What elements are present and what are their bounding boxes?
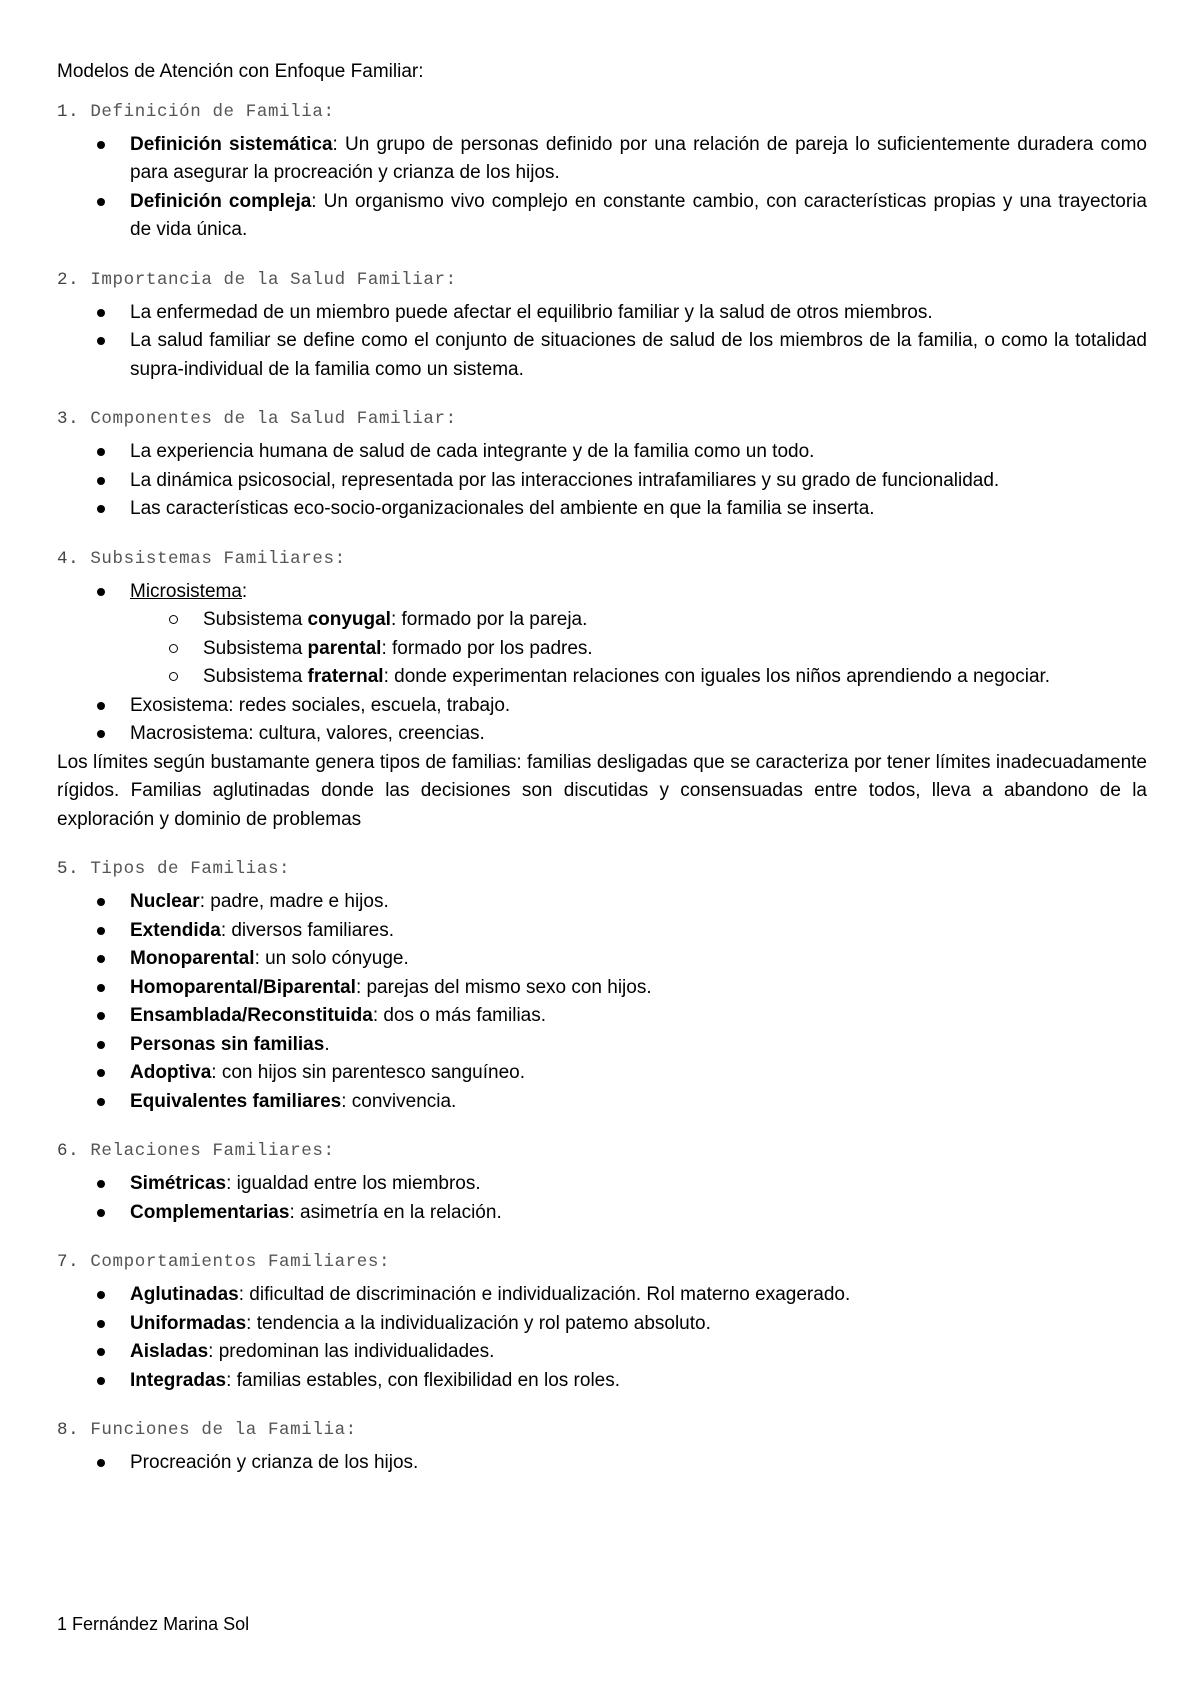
description: : familias estables, con flexibilidad en los roles. bbox=[226, 1369, 621, 1391]
microsistema-label: Microsistema bbox=[130, 580, 242, 602]
bullet-list bbox=[57, 888, 1147, 1116]
section-heading bbox=[57, 97, 1147, 127]
list-item bbox=[130, 888, 1147, 917]
list-item: La salud familiar se define como el conjunto de situaciones de salud de los miembros de la familia, o como la totalidad supra-individual de la familia como un sistema. bbox=[130, 327, 1147, 384]
list-item: Las características eco-socio-organizacionales del ambiente en que la familia se inserta. bbox=[130, 495, 1147, 524]
document-body bbox=[57, 58, 1147, 1498]
sub-list bbox=[130, 606, 1147, 692]
colon: : bbox=[241, 580, 248, 602]
section-heading bbox=[57, 1415, 1147, 1445]
section-heading bbox=[57, 265, 1147, 295]
sub-list-item bbox=[203, 606, 1147, 635]
section-number: 3. bbox=[57, 409, 80, 429]
term: Equivalentes familiares bbox=[130, 1090, 342, 1112]
bullet-list bbox=[57, 578, 1147, 749]
description: : igualdad entre los miembros. bbox=[226, 1173, 481, 1194]
section-title: Relaciones Familiares: bbox=[90, 1141, 335, 1161]
list-item bbox=[130, 1199, 1147, 1228]
section-title: Funciones de la Familia: bbox=[90, 1420, 357, 1440]
term: fraternal bbox=[307, 666, 384, 687]
section-title: Subsistemas Familiares: bbox=[90, 548, 346, 569]
prefix: Subsistema bbox=[203, 609, 308, 630]
section-title: Componentes de la Salud Familiar: bbox=[90, 409, 457, 429]
section-importancia-salud bbox=[57, 265, 1147, 385]
description: : tendencia a la individualización y rol patemo absoluto. bbox=[246, 1312, 711, 1334]
list-item: La enfermedad de un miembro puede afectar el equilibrio familiar y la salud de otros miembros. bbox=[130, 299, 1147, 328]
section-number: 8. bbox=[57, 1420, 80, 1440]
section-title: Definición de Familia: bbox=[90, 101, 335, 122]
section-title: Tipos de Familias: bbox=[90, 859, 291, 879]
section-funciones bbox=[57, 1415, 1147, 1478]
description: : predominan las individualidades. bbox=[208, 1341, 495, 1362]
description: : Un grupo de personas definido por una relación de pareja lo suficientemente duradera como para asegurar la procreación y crianza de los hijos. bbox=[130, 133, 1148, 183]
description: : formado por los padres. bbox=[381, 637, 593, 659]
list-item: Procreación y crianza de los hijos. bbox=[130, 1449, 1147, 1478]
term: Complementarias bbox=[130, 1201, 290, 1223]
list-item bbox=[130, 945, 1147, 974]
description: : parejas del mismo sexo con hijos. bbox=[355, 976, 652, 998]
section-number: 5. bbox=[57, 859, 80, 879]
prefix: Subsistema bbox=[203, 666, 308, 687]
description: : diversos familiares. bbox=[220, 919, 394, 941]
bullet-list bbox=[57, 1281, 1147, 1395]
bullet-list bbox=[57, 299, 1147, 385]
list-item bbox=[130, 1059, 1147, 1088]
term: Aglutinadas bbox=[130, 1284, 239, 1305]
section-subsistemas bbox=[57, 544, 1147, 835]
list-item: Exosistema: redes sociales, escuela, trabajo. bbox=[130, 692, 1147, 721]
description: : convivencia. bbox=[341, 1090, 457, 1112]
description: : padre, madre e hijos. bbox=[199, 891, 389, 912]
list-item: Macrosistema: cultura, valores, creencias. bbox=[130, 720, 1147, 749]
description: : dos o más familias. bbox=[372, 1005, 547, 1026]
section-heading bbox=[57, 1136, 1147, 1166]
list-item bbox=[130, 1002, 1147, 1031]
section-title: Importancia de la Salud Familiar: bbox=[90, 269, 457, 290]
list-item bbox=[130, 131, 1147, 188]
bullet-list bbox=[57, 1449, 1147, 1478]
section-number: 6. bbox=[57, 1141, 80, 1161]
section-definicion-familia bbox=[57, 97, 1147, 245]
list-item bbox=[130, 1031, 1147, 1060]
paragraph-limites: Los límites según bustamante genera tipos de familias: familias desligadas que se caracteriza por tener límites inadecuadamente rígidos. Familias aglutinadas donde las decisiones son discutidas y consensuadas entre todos, lleva a abandono de la exploración y dominio de problemas bbox=[57, 751, 1147, 830]
term: parental bbox=[307, 637, 382, 659]
document-title: Modelos de Atención con Enfoque Familiar: bbox=[57, 61, 424, 82]
term: Nuclear bbox=[130, 891, 200, 912]
term: Aisladas bbox=[130, 1341, 209, 1362]
section-number: 4. bbox=[57, 548, 80, 569]
list-item bbox=[130, 1170, 1147, 1199]
description: : asimetría en la relación. bbox=[289, 1201, 502, 1223]
term: Uniformadas bbox=[130, 1312, 247, 1334]
section-comportamientos bbox=[57, 1247, 1147, 1395]
description: : Un organismo vivo complejo en constante cambio, con características propias y una trayectoria de vida única. bbox=[130, 190, 1147, 240]
list-item bbox=[130, 188, 1147, 245]
term: Definición sistemática bbox=[130, 133, 333, 155]
list-item bbox=[130, 917, 1147, 946]
bullet-list bbox=[57, 131, 1147, 245]
list-item: La experiencia humana de salud de cada integrante y de la familia como un todo. bbox=[130, 438, 1147, 467]
list-item bbox=[130, 974, 1147, 1003]
list-item bbox=[130, 1367, 1147, 1396]
section-heading bbox=[57, 544, 1147, 574]
sub-list-item bbox=[203, 635, 1147, 664]
list-item bbox=[130, 578, 1147, 692]
list-item bbox=[130, 1338, 1147, 1367]
description: : dificultad de discriminación e individualización. Rol materno exagerado. bbox=[238, 1284, 851, 1305]
description: : un solo cónyuge. bbox=[254, 948, 409, 969]
term: Monoparental bbox=[130, 948, 255, 969]
description: : con hijos sin parentesco sanguíneo. bbox=[211, 1062, 525, 1083]
term: Ensamblada/Reconstituida bbox=[130, 1005, 373, 1026]
list-item bbox=[130, 1310, 1147, 1339]
term: Definición compleja bbox=[130, 190, 312, 212]
section-heading bbox=[57, 1247, 1147, 1277]
prefix: Subsistema bbox=[203, 637, 308, 659]
term: Simétricas bbox=[130, 1173, 227, 1194]
bullet-list bbox=[57, 438, 1147, 524]
term: Integradas bbox=[130, 1369, 227, 1391]
section-componentes-salud bbox=[57, 404, 1147, 524]
description: . bbox=[324, 1033, 330, 1055]
section-number: 1. bbox=[57, 101, 80, 122]
sub-list-item bbox=[203, 663, 1147, 692]
list-item bbox=[130, 1281, 1147, 1310]
section-relaciones bbox=[57, 1136, 1147, 1227]
term: conyugal bbox=[307, 609, 391, 630]
term: Adoptiva bbox=[130, 1062, 212, 1083]
section-heading bbox=[57, 404, 1147, 434]
section-number: 2. bbox=[57, 269, 80, 290]
term: Extendida bbox=[130, 919, 221, 941]
page-footer: 1 Fernández Marina Sol bbox=[57, 1614, 250, 1634]
bullet-list bbox=[57, 1170, 1147, 1227]
term: Personas sin familias bbox=[130, 1033, 325, 1055]
section-tipos-familias bbox=[57, 854, 1147, 1116]
list-item: La dinámica psicosocial, representada por las interacciones intrafamiliares y su grado de funcionalidad. bbox=[130, 467, 1147, 496]
section-heading bbox=[57, 854, 1147, 884]
description: : formado por la pareja. bbox=[390, 609, 588, 630]
section-title: Comportamientos Familiares: bbox=[90, 1252, 391, 1272]
list-item bbox=[130, 1088, 1147, 1117]
term: Homoparental/Biparental bbox=[130, 976, 356, 998]
description: : donde experimentan relaciones con iguales los niños aprendiendo a negociar. bbox=[383, 666, 1051, 687]
section-number: 7. bbox=[57, 1252, 80, 1272]
